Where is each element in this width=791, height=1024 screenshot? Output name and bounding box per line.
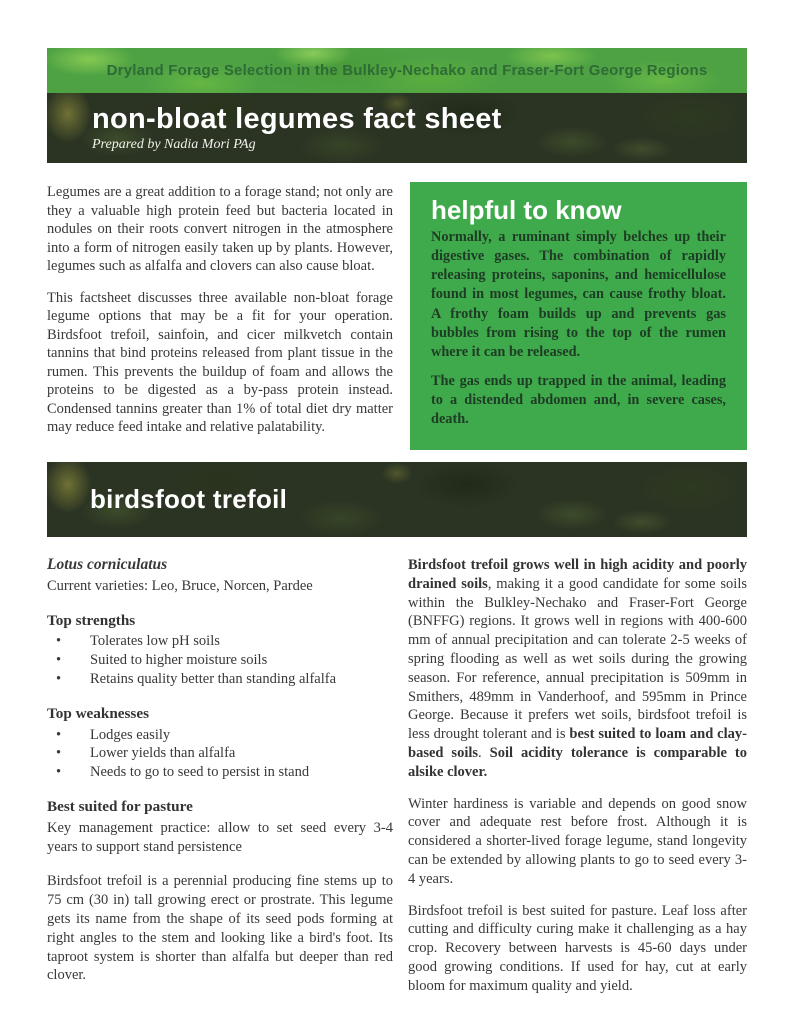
trefoil-right-paragraph-2: Winter hardiness is variable and depends on good snow cover and adequate rest before frost. Although it is considered a shorter-lived forage legume, stand longevity can be extended by allowing plants to go to seed every 3-4 years. — [408, 795, 747, 887]
list-item: • Retains quality better than standing alfalfa — [47, 670, 393, 689]
trefoil-content — [47, 556, 747, 996]
helpful-box-title: helpful to know — [431, 195, 622, 225]
intro-text-column — [47, 183, 393, 450]
intro-paragraph-2: This factsheet discusses three available non-bloat forage legume options that may be a fit for your operation. Birdsfoot trefoil, sainfoin, and cicer milkvetch contain tannins that bind proteins released from plant tissue in the rumen. This prevents the buildup of foam and allows the proteins to be digested as a by-pass protein instead. Condensed tannins greater than 1% of total diet dry matter may reduce feed intake and relative palatability. — [47, 289, 393, 435]
section-title: birdsfoot trefoil — [90, 484, 288, 514]
helpful-box-paragraph-2: The gas ends up trapped in the animal, leading to a distended abdomen and, in severe cases, death. — [431, 372, 726, 428]
weaknesses-list — [47, 726, 393, 782]
trefoil-description: Birdsfoot trefoil is a perennial producing fine stems up to 75 cm (30 in) tall growing erect or prostrate. This legume gets its name from the shape of its seed pods forming at right angles to the stem and looking like a bird's foot. Its taproot system is shorter than alfalfa but deeper than red clover. — [47, 873, 393, 984]
intro-section — [47, 183, 747, 450]
bold-segment: best suited to loam and clay-based soils — [408, 726, 747, 761]
weaknesses-heading: Top weaknesses — [47, 704, 149, 722]
trefoil-left-column — [47, 556, 393, 996]
strengths-heading: Top strengths — [47, 611, 136, 629]
pasture-heading: Best suited for pasture — [47, 797, 193, 815]
title-banner — [47, 93, 747, 163]
intro-paragraph-1: Legumes are a great addition to a forage stand; not only are they a valuable high protein feed but bacteria located in nodules on their roots convert nitrogen in the atmosphere into a form of nitrogen easily taken up by plants. However, legumes such as alfalfa and clovers can also cause bloat. — [47, 184, 393, 274]
strengths-list — [47, 632, 393, 688]
latin-name: Lotus corniculatus — [47, 556, 168, 573]
bold-segment: Birdsfoot trefoil grows well in high acidity and poorly drained soils — [408, 557, 747, 592]
text-segment: , making it a good candidate for some soils within the Bulkley-Nechako and Fraser-Fort George (BNFFG) regions. It grows well in regions with 400-600 mm of annual precipitation and can tolerate 2-5 weeks of spring flooding as well as wet soils during the growing season. For reference, annual precipitation is 509mm in Smithers, 489mm in Vanderhoof, and 595mm in Prince George. Because it prefers wet soils, birdsfoot trefoil is less drought tolerant and is — [408, 575, 747, 743]
helpful-box-paragraph-1: Normally, a ruminant simply belches up their digestive gases. The combination of rapidly releasing proteins, saponins, and hemicellulose found in most legumes, can cause frothy bloat. A frothy foam builds up and prevents gas bubbles from rising to the top of the rumen where it can be released. — [431, 228, 726, 361]
page-title: non-bloat legumes fact sheet — [92, 103, 502, 135]
region-banner-text: Dryland Forage Selection in the Bulkley-Nechako and Fraser-Fort George Regions — [106, 62, 708, 79]
list-item: • Tolerates low pH soils — [47, 632, 393, 651]
list-item: • Suited to higher moisture soils — [47, 651, 393, 670]
list-item: • Needs to go to seed to persist in stand — [47, 763, 393, 782]
trefoil-right-column — [408, 556, 747, 996]
trefoil-right-paragraph-3: Birdsfoot trefoil is best suited for pasture. Leaf loss after cutting and difficulty curing make it challenging as a hay crop. Recovery between harvests is 45-60 days under good growing conditions. If used for hay, cut at early bloom for maximum quality and yield. — [408, 902, 747, 994]
region-banner — [47, 48, 747, 93]
current-varieties: Current varieties: Leo, Bruce, Norcen, Pardee — [47, 577, 313, 594]
bold-segment: Soil acidity tolerance is comparable to alsike clover. — [408, 744, 747, 780]
helpful-to-know-box — [410, 182, 747, 450]
prepared-by-line: Prepared by Nadia Mori PAg — [92, 137, 256, 153]
trefoil-right-paragraph-1 — [408, 556, 747, 782]
section-banner-birdsfoot-trefoil — [47, 462, 747, 537]
text-segment: . — [478, 744, 490, 761]
key-management-text: Key management practice: allow to set seed every 3-4 years to support stand persistence — [47, 819, 393, 855]
list-item: • Lower yields than alfalfa — [47, 744, 393, 763]
list-item: • Lodges easily — [47, 726, 393, 745]
